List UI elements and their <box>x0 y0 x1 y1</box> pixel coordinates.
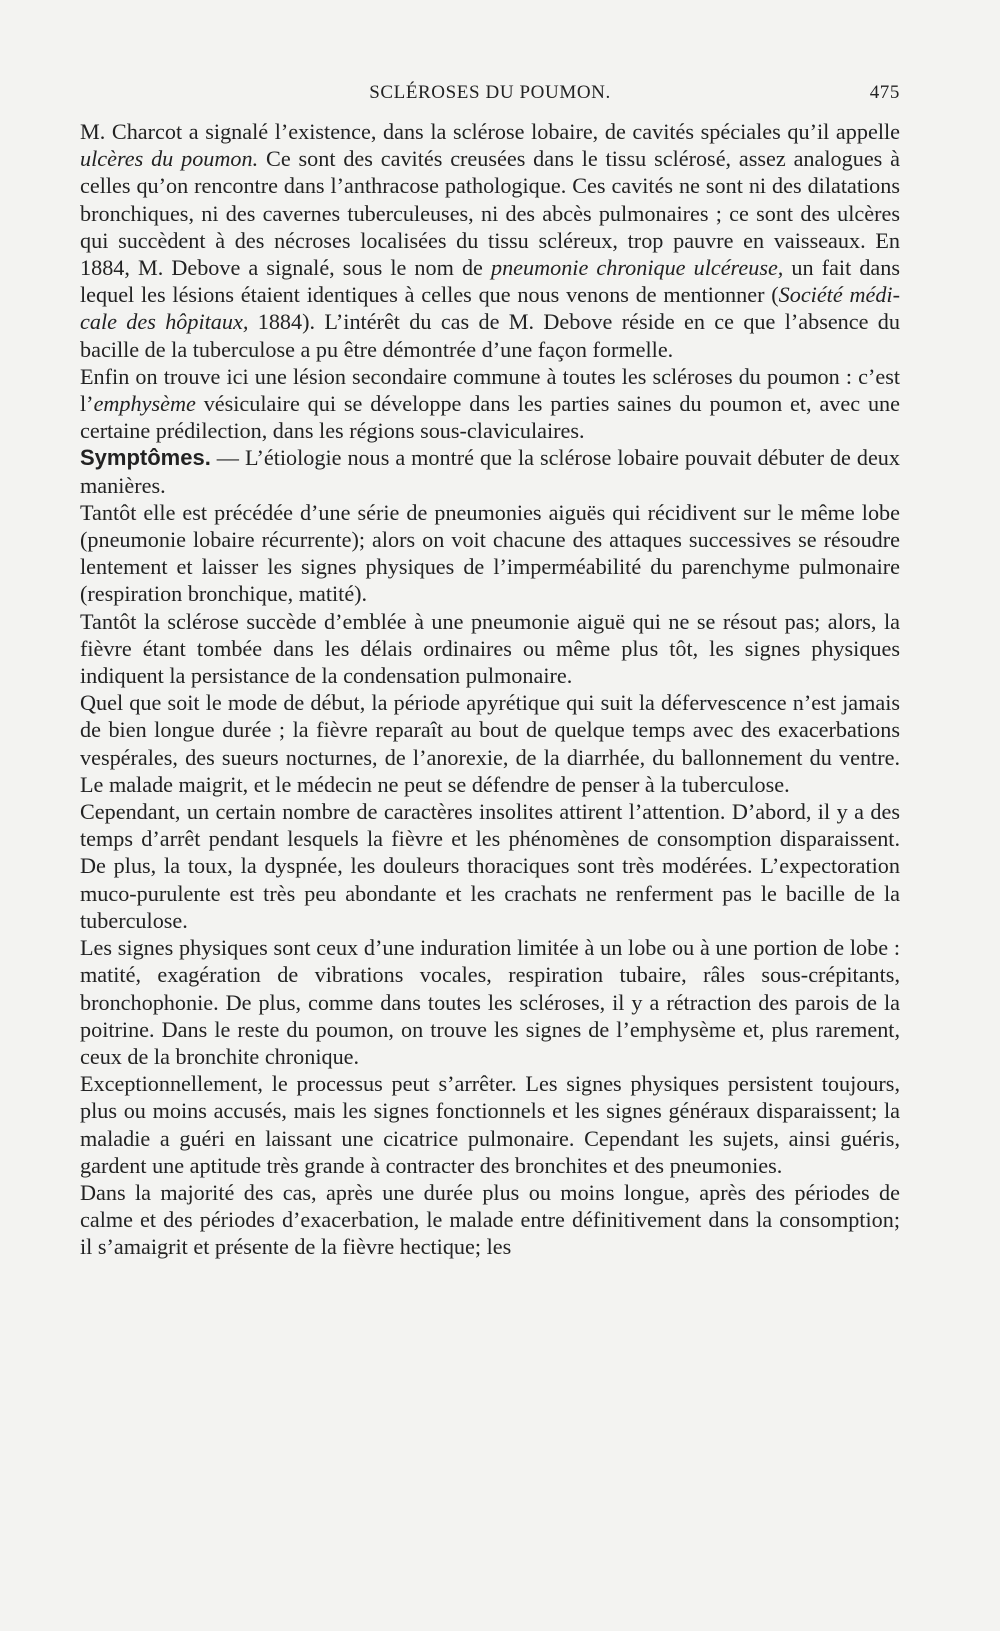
text-run: Ce sont des cavités creusées dans le tissu sclérosé, assez analogues à celles qu’on rencontre dans l’anthracose pathologique. Ces cavités ne sont ni des dilatations bronchiques, ni des cavernes tuberculeuses, ni des abcès pulmonaires ; ce sont des ulcères qui succèdent à des nécroses localisées du tissu scléreux, trop pauvre en vaisseaux. En 1884, M. Debove a signalé, sous le nom de <box>80 146 900 281</box>
text-run: — L’étiologie nous a montré que la sclérose lobaire pouvait débuter de deux manières. <box>80 445 900 498</box>
paragraph <box>80 934 900 1070</box>
text-run: Enfin on trouve ici une lésion secondaire commune à toutes les scléroses du poumon : c’est l’ <box>80 363 900 417</box>
text-run: Les signes physiques sont ceux d’une induration limitée à un lobe ou à une portion de lobe : matité, exagération de vibrations vocales, respiration tubaire, râles sous-crépitants, bronchophonie. De plus, comme dans toutes les scléroses, il y a rétraction des parois de la poitrine. Dans le reste du poumon, on trouve les signes de l’emphysème et, plus rarement, ceux de la bronchite chronique. <box>80 935 900 1069</box>
text-run: un fait dans lequel les lésions étaient identiques à celles que nous venons de mentionner ( <box>80 255 900 308</box>
paragraph <box>80 608 900 690</box>
italic-text: pneumonie chronique ulcéreuse, <box>490 255 784 281</box>
body-text <box>80 118 900 1261</box>
page-number: 475 <box>869 82 900 103</box>
running-head <box>80 82 900 106</box>
text-run: Quel que soit le mode de début, la période apyrétique qui suit la défervescence n’est jamais de bien longue durée ; la fièvre reparaît au bout de quelque temps avec des exacerbations vespérales, des sueurs nocturnes, de l’anorexie, de la diarrhée, du ballonnement du ventre. Le malade maigrit, et le médecin ne peut se défendre de penser à la tuberculose. <box>80 690 900 797</box>
italic-text: ulcères du poumon. <box>80 146 259 172</box>
running-title: SCLÉROSES DU POUMON. <box>369 82 611 103</box>
paragraph <box>80 499 900 608</box>
section-heading: Symptômes. <box>80 445 211 471</box>
text-run: Tantôt la sclérose succède d’emblée à une pneumonie aiguë qui ne se résout pas; alors, la fièvre étant tombée dans les délais ordinaires ou même plus tôt, les signes physiques indiquent la persistance de la condensation pulmonaire. <box>80 608 900 689</box>
italic-text: emphysème <box>93 391 196 417</box>
text-run: Tantôt elle est précédée d’une série de pneumonies aiguës qui récidivent sur le même lobe (pneumonie lobaire récurrente); alors on voit chacune des attaques successives se résoudre lentement et laisser les signes physiques de l’imperméabilité du parenchyme pulmonaire (respiration bronchique, matité). <box>80 499 900 607</box>
text-run: 1884). L’intérêt du cas de M. Debove réside en ce que l’absence du bacille de la tuberculose a pu être démontrée d’une façon formelle. <box>80 309 900 362</box>
text-run: Cependant, un certain nombre de caractères insolites attirent l’attention. D’abord, il y a des temps d’arrêt pendant lesquels la fièvre et les phénomènes de consomption disparaissent. De plus, la toux, la dyspnée, les douleurs thoraciques sont très modérées. L’expectoration muco-purulente est très peu abondante et les crachats ne renferment pas le bacille de la tuberculose. <box>80 799 900 933</box>
text-run: Dans la majorité des cas, après une durée plus ou moins longue, après des périodes de calme et des périodes d’exacerbation, le malade entre définitivement dans la consomption; il s’amaigrit et présente de la fièvre hectique; les <box>80 1179 900 1260</box>
italic-text: Société médicale des hôpitaux, <box>80 282 900 335</box>
paragraph <box>80 1070 900 1179</box>
text-run: vésiculaire qui se développe dans les parties saines du poumon et, avec une certaine prédilection, dans les régions sous-claviculaires. <box>80 391 900 444</box>
paragraph <box>80 1179 900 1261</box>
paragraph <box>80 363 900 445</box>
paragraph <box>80 444 900 498</box>
paragraph <box>80 118 900 363</box>
text-run: M. Charcot a signalé l’existence, dans la sclérose lobaire, de cavités spéciales qu’il appelle <box>80 119 900 144</box>
paragraph <box>80 798 900 934</box>
text-run: Exceptionnellement, le processus peut s’arrêter. Les signes physiques persistent toujours, plus ou moins accusés, mais les signes fonctionnels et les signes généraux disparaissent; la maladie a guéri en laissant une cicatrice pulmonaire. Cependant les sujets, ainsi guéris, gardent une aptitude très grande à contracter des bronchites et des pneumonies. <box>80 1071 900 1178</box>
paragraph <box>80 689 900 798</box>
